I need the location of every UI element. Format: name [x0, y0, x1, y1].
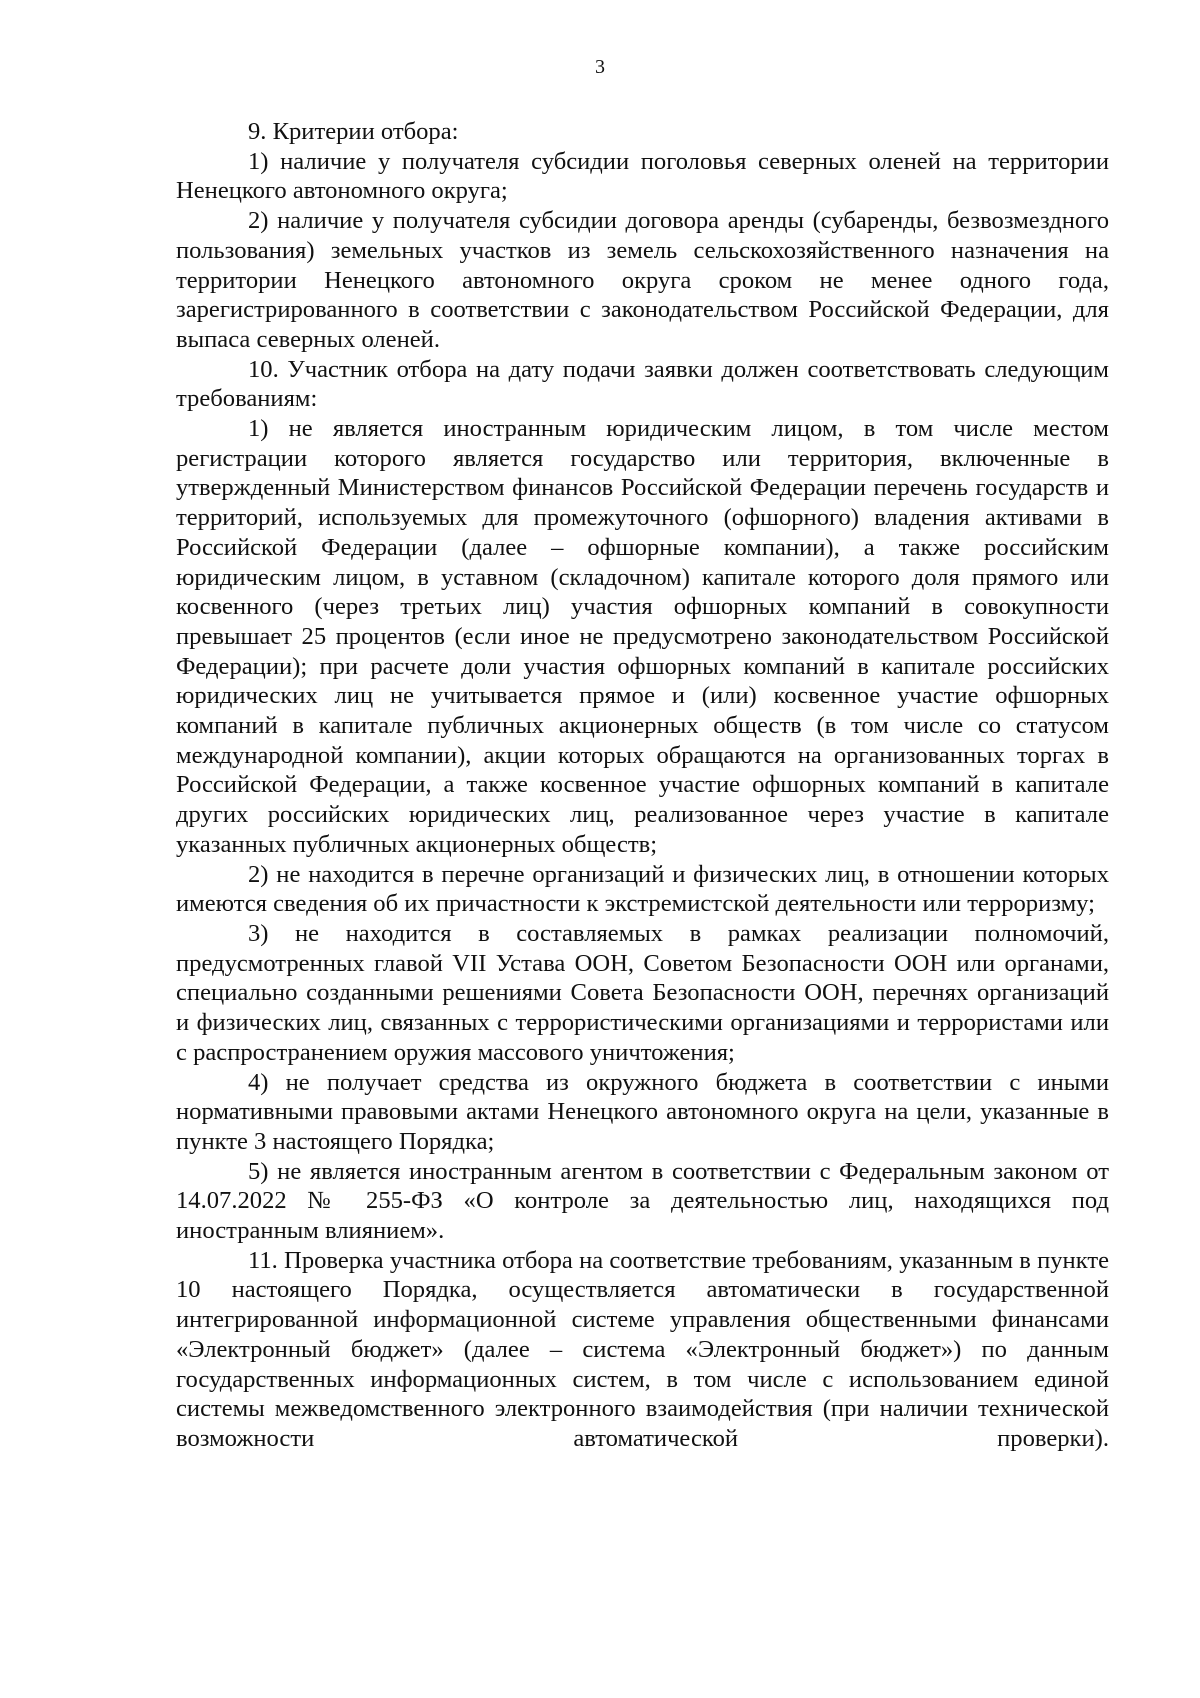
paragraph-9-heading: 9. Критерии отбора: — [248, 118, 459, 145]
paragraph-10-item-5: 5) не является иностранным агентом в соответствии с Федеральным законом от 14.07.2022 № 255-ФЗ «О контроле за деятельностью лиц, находящихся под иностранным влиянием». — [176, 1157, 1109, 1245]
paragraph-11: 11. Проверка участника отбора на соответствие требованиям, указанным в пункте 10 настоящего Порядка, осуществляется автоматически в государственной интегрированной информационной системе управления общественными финансами «Электронный бюджет» (далее – система «Электронный бюджет») по данным государственных информационных систем, в том числе с использованием единой системы межведомственного электронного взаимодействия (при наличии технической возможности автоматической проверки). — [176, 1246, 1109, 1452]
paragraph-10-item-3: 3) не находится в составляемых в рамках реализации полномочий, предусмотренных главой VII Устава ООН, Советом Безопасности ООН или органами, специально созданными решениями Совета Безопасности ООН, перечнях организаций и физических лиц, связанных с террористическими организациями и террористами или с распространением оружия массового уничтожения; — [176, 919, 1109, 1066]
page-number: 3 — [595, 56, 605, 78]
paragraph-9-item-1: 1) наличие у получателя субсидии поголовья северных оленей на территории Ненецкого автономного округа; — [176, 147, 1109, 205]
paragraph-10-heading: 10. Участник отбора на дату подачи заявки должен соответствовать следующим требованиям: — [176, 355, 1109, 413]
paragraph-10-item-2: 2) не находится в перечне организаций и физических лиц, в отношении которых имеются сведения об их причастности к экстремистской деятельности или терроризму; — [176, 860, 1109, 918]
paragraph-10-item-4: 4) не получает средства из окружного бюджета в соответствии с иными нормативными правовыми актами Ненецкого автономного округа на цели, указанные в пункте 3 настоящего Порядка; — [176, 1068, 1109, 1155]
document-body — [176, 117, 1109, 1454]
paragraph-9-item-2: 2) наличие у получателя субсидии договора аренды (субаренды, безвозмездного пользования) земельных участков из земель сельскохозяйственного назначения на территории Ненецкого автономного округа сроком не менее одного года, зарегистрированного в соответствии с законодательством Российской Федерации, для выпаса северных оленей. — [176, 207, 1109, 353]
paragraph-10-item-1: 1) не является иностранным юридическим лицом, в том числе местом регистрации которого является государство или территория, включенные в утвержденный Министерством финансов Российской Федерации перечень государств и территорий, используемых для промежуточного (офшорного) владения активами в Российской Федерации (далее – офшорные компании), а также российским юридическим лицом, в уставном (складочном) капитале которого доля прямого или косвенного (через третьих лиц) участия офшорных компаний в совокупности превышает 25 процентов (если иное не предусмотрено законодательством Российской Федерации); при расчете доли участия офшорных компаний в капитале российских юридических лиц не учитывается прямое и (или) косвенное участие офшорных компаний в капитале публичных акционерных обществ (в том числе со статусом международной компании), акции которых обращаются на организованных торгах в Российской Федерации, а также косвенное участие офшорных компаний в капитале других российских юридических лиц, реализованное через участие в капитале указанных публичных акционерных обществ; — [176, 415, 1109, 858]
